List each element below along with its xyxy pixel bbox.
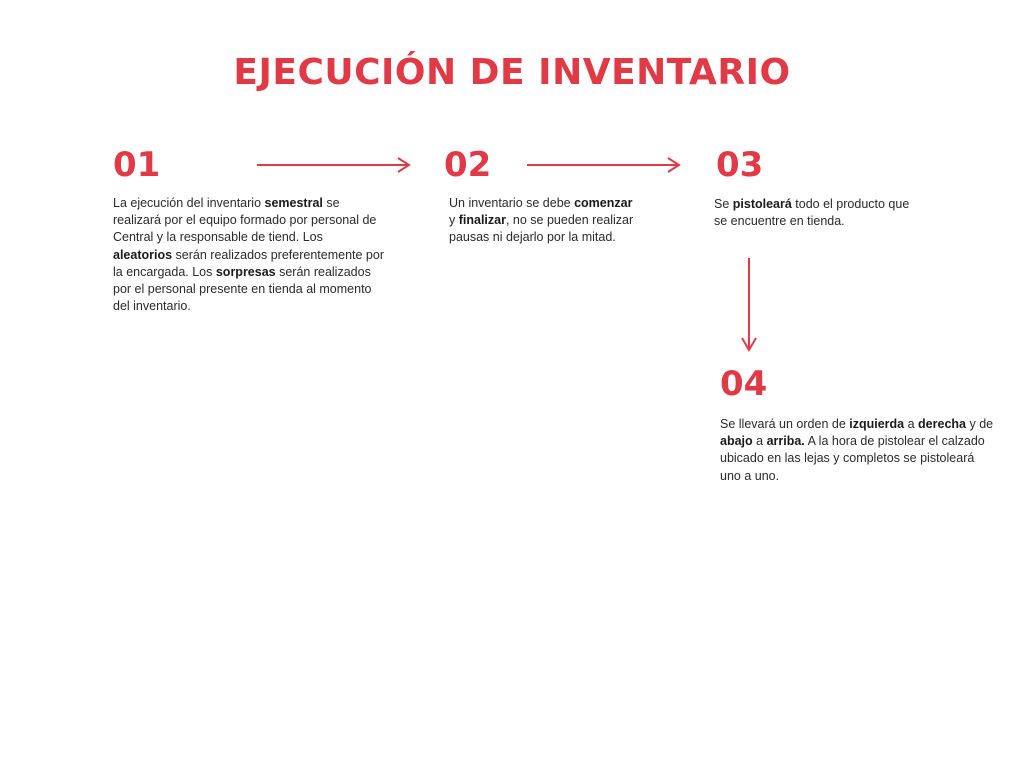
step-text-03 xyxy=(714,196,914,230)
text-segment: La ejecución del inventario xyxy=(113,196,265,210)
text-segment: Un inventario se debe xyxy=(449,196,575,210)
bold-keyword: aleatorios xyxy=(113,247,173,262)
page-title: EJECUCIÓN DE INVENTARIO xyxy=(233,52,791,93)
arrow-right-icon xyxy=(527,157,683,173)
text-segment: se realizará por el equipo formado por personal de Central y la responsable de tiend. Los xyxy=(113,196,377,245)
bold-keyword: derecha xyxy=(918,417,966,431)
arrow-down-icon xyxy=(740,258,758,354)
bold-keyword: finalizar xyxy=(458,213,506,228)
text-segment: y xyxy=(449,213,459,228)
text-segment: serán realizados por el personal presente en tienda al momento del inventario. xyxy=(113,264,372,314)
step-number-02: 02 xyxy=(444,145,492,185)
step-text-01 xyxy=(113,195,385,315)
text-segment: a xyxy=(904,417,919,431)
text-segment: todo el producto que se encuentre en tienda. xyxy=(714,197,910,229)
text-segment: serán realizados preferentemente por la encargada. Los xyxy=(113,247,384,279)
text-segment: Se llevará un orden de xyxy=(720,417,850,431)
text-segment: Se xyxy=(714,197,733,211)
bold-keyword: semestral xyxy=(264,196,323,210)
bold-keyword: pistoleará xyxy=(732,197,792,211)
text-segment: y de xyxy=(966,417,994,431)
bold-keyword: comenzar xyxy=(574,196,633,210)
bold-keyword: izquierda xyxy=(849,417,905,431)
text-segment: a xyxy=(752,434,767,449)
bold-keyword: sorpresas xyxy=(215,264,276,279)
bold-keyword: abajo xyxy=(720,434,753,449)
text-segment: , no se pueden realizar pausas ni dejarlo por la mitad. xyxy=(449,213,634,245)
bold-keyword: arriba. xyxy=(766,434,805,449)
step-number-01: 01 xyxy=(113,145,161,185)
step-number-03: 03 xyxy=(716,145,764,185)
step-number-04: 04 xyxy=(720,364,768,404)
arrow-right-icon xyxy=(257,157,413,173)
step-text-02 xyxy=(449,195,634,247)
step-text-04 xyxy=(720,416,996,485)
text-segment: A la hora de pistolear el calzado ubicado en las lejas y completos se pistoleará uno a uno. xyxy=(720,434,985,483)
